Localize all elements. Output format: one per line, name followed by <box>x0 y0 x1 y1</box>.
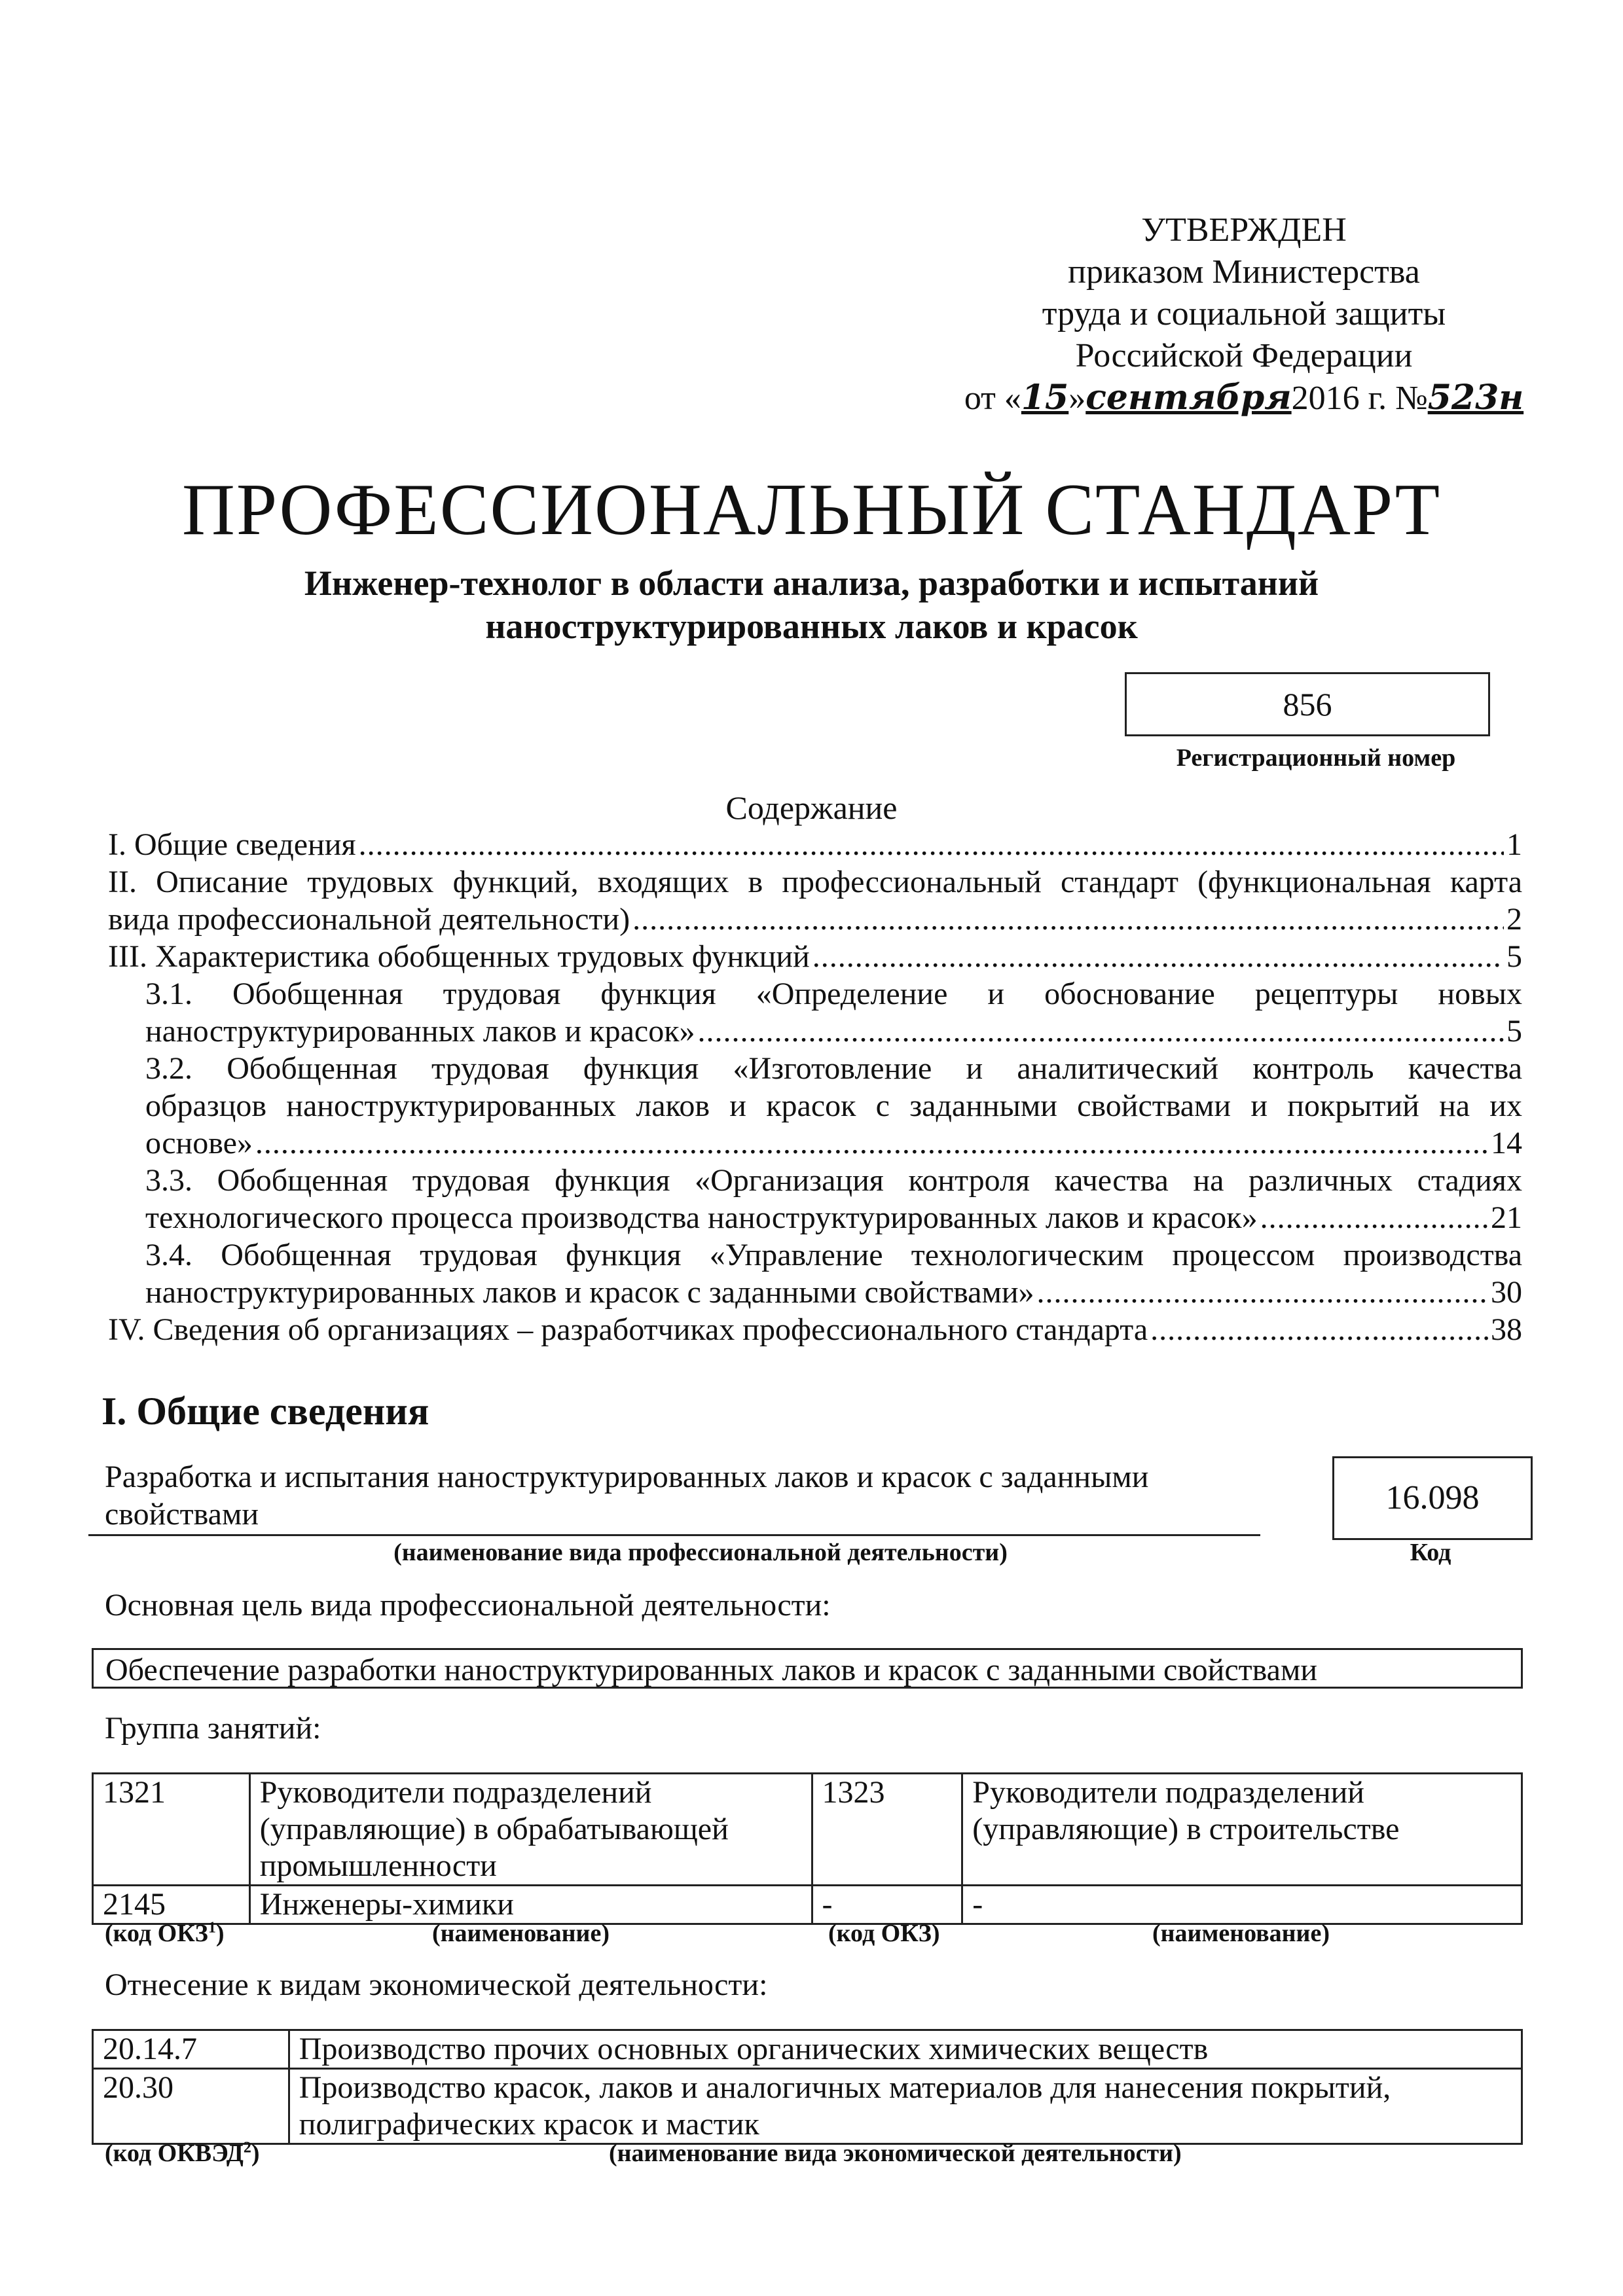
goal-label: Основная цель вида профессиональной деятельности: <box>105 1588 831 1623</box>
toc-entry[interactable] <box>108 1162 1522 1236</box>
occupation-code-caption <box>105 1919 225 1948</box>
okved-name-caption: (наименование вида экономической деятельности) <box>609 2140 1182 2167</box>
activity-caption: (наименование вида профессиональной деятельности) <box>393 1539 1008 1566</box>
approval-date <box>949 377 1539 420</box>
toc-entry-page: 5 <box>1506 1014 1522 1049</box>
approval-block <box>949 209 1539 420</box>
toc-entry-text-cont: технологического процесса производства наноструктурированных лаков и красок» <box>145 1200 1258 1235</box>
caption-text: (код ОКЗ <box>105 1920 208 1947</box>
toc-entry-page: 1 <box>1506 827 1522 862</box>
toc-entry[interactable] <box>108 1311 1522 1348</box>
toc-entry-text-cont: наноструктурированных лаков и красок с заданными свойствами» <box>145 1275 1034 1310</box>
toc-entry-text: II. Описание трудовых функций, входящих в профессиональный стандарт (функциональная карта <box>108 865 1522 899</box>
caption-text: ) <box>251 2140 260 2167</box>
toc-entry-text: 3.2. Обобщенная трудовая функция «Изготовление и аналитический контроль качества <box>145 1051 1522 1086</box>
toc-entry-text: 3.3. Обобщенная трудовая функция «Организация контроля качества на различных стадиях <box>145 1163 1522 1198</box>
footnote-mark[interactable]: 1 <box>208 1919 216 1937</box>
date-mid: » <box>1068 380 1086 417</box>
approval-line: труда и социальной защиты <box>1042 295 1446 332</box>
date-prefix: от « <box>964 380 1021 417</box>
toc-leader <box>1150 1311 1488 1348</box>
toc-leader <box>359 826 1504 863</box>
economic-activity-table <box>92 2029 1523 2145</box>
toc-leader <box>1037 1274 1488 1311</box>
okved-name: Производство прочих основных органических химических веществ <box>289 2030 1522 2069</box>
caption-text: ) <box>215 1920 225 1947</box>
okved-code: 20.30 <box>93 2069 289 2144</box>
occupation-name: Руководители подразделений (управляющие) в обрабатывающей промышленности <box>249 1774 812 1886</box>
subtitle-line: Инженер-технолог в области анализа, разработки и испытаний <box>304 564 1319 603</box>
order-number: 523н <box>1427 378 1524 418</box>
toc-leader <box>1260 1199 1488 1236</box>
registration-number-label: Регистрационный номер <box>1176 744 1456 772</box>
toc-entry-text-cont: образцов наноструктурированных лаков и красок с заданными свойствами и покрытий на их <box>145 1088 1522 1123</box>
toc-entry-text: I. Общие сведения <box>108 827 356 862</box>
table-row <box>93 2069 1522 2144</box>
economic-activity-label: Отнесение к видам экономической деятельности: <box>105 1967 768 2002</box>
occupation-name: - <box>962 1886 1522 1924</box>
approval-line: Российской Федерации <box>1075 337 1413 374</box>
document-subtitle <box>131 562 1492 648</box>
activity-code-box: 16.098 <box>1332 1456 1533 1540</box>
caption-text: (код ОКВЭД <box>105 2140 244 2167</box>
occupation-name-caption: (наименование) <box>432 1920 610 1947</box>
occupation-code: - <box>812 1886 962 1924</box>
occupation-name: Инженеры-химики <box>249 1886 812 1924</box>
date-day: 15 <box>1021 378 1069 418</box>
date-month: сентября <box>1085 378 1292 418</box>
date-year: 2016 г. № <box>1291 380 1428 417</box>
toc-entry-text-cont: основе» <box>145 1126 253 1160</box>
occupation-table <box>92 1772 1523 1925</box>
toc-entry[interactable] <box>108 1236 1522 1311</box>
toc-entry-text: 3.1. Обобщенная трудовая функция «Определение и обоснование рецептуры новых <box>145 977 1522 1011</box>
toc-entry[interactable] <box>108 863 1522 938</box>
approval-line: приказом Министерства <box>1068 253 1420 291</box>
activity-name <box>105 1458 1244 1533</box>
toc-leader <box>812 938 1504 975</box>
toc-entry-page: 21 <box>1491 1200 1522 1235</box>
table-of-contents <box>108 826 1522 1348</box>
occupation-group-label: Группа занятий: <box>105 1711 321 1746</box>
toc-entry-page: 2 <box>1506 902 1522 937</box>
okved-code: 20.14.7 <box>93 2030 289 2069</box>
occupation-code-caption: (код ОКЗ) <box>828 1920 940 1947</box>
occupation-code: 1321 <box>93 1774 250 1886</box>
toc-entry-text-cont: наноструктурированных лаков и красок» <box>145 1014 695 1049</box>
goal-box: Обеспечение разработки наноструктурированных лаков и красок с заданными свойствами <box>92 1648 1523 1689</box>
footnote-mark[interactable]: 2 <box>243 2139 251 2157</box>
toc-entry[interactable] <box>108 826 1522 863</box>
subtitle-line: наноструктурированных лаков и красок <box>485 607 1138 646</box>
occupation-name: Руководители подразделений (управляющие) в строительстве <box>962 1774 1522 1886</box>
toc-entry-page: 14 <box>1491 1126 1522 1160</box>
toc-entry[interactable] <box>108 1050 1522 1162</box>
okved-code-caption <box>105 2139 260 2168</box>
toc-entry-text: III. Характеристика обобщенных трудовых функций <box>108 939 810 974</box>
activity-code-caption: Код <box>1410 1539 1451 1566</box>
table-row <box>93 2030 1522 2069</box>
toc-entry-page: 30 <box>1491 1275 1522 1310</box>
occupation-code: 2145 <box>93 1886 250 1924</box>
toc-entry-text-cont: вида профессиональной деятельности) <box>108 902 630 937</box>
toc-entry[interactable] <box>108 975 1522 1050</box>
toc-leader <box>698 1013 1504 1050</box>
approval-heading: УТВЕРЖДЕН <box>1141 211 1347 249</box>
toc-entry-text: IV. Сведения об организациях – разработчиках профессионального стандарта <box>108 1312 1148 1347</box>
activity-name-line: свойствами <box>105 1497 259 1532</box>
toc-entry-page: 38 <box>1491 1312 1522 1347</box>
occupation-code: 1323 <box>812 1774 962 1886</box>
document-title: ПРОФЕССИОНАЛЬНЫЙ СТАНДАРТ <box>182 469 1441 550</box>
occupation-name-caption: (наименование) <box>1152 1920 1330 1947</box>
table-row <box>93 1886 1522 1924</box>
toc-title: Содержание <box>725 789 898 826</box>
registration-number-box: 856 <box>1125 672 1490 736</box>
table-row <box>93 1774 1522 1886</box>
okved-name: Производство красок, лаков и аналогичных материалов для нанесения покрытий, полиграфических красок и мастик <box>289 2069 1522 2144</box>
toc-entry[interactable] <box>108 938 1522 975</box>
section-heading: I. Общие сведения <box>101 1390 429 1433</box>
activity-underline <box>88 1534 1260 1536</box>
toc-leader <box>632 901 1504 938</box>
toc-leader <box>255 1124 1488 1162</box>
activity-name-line: Разработка и испытания наноструктурированных лаков и красок с заданными <box>105 1460 1149 1494</box>
toc-entry-page: 5 <box>1506 939 1522 974</box>
toc-entry-text: 3.4. Обобщенная трудовая функция «Управление технологическим процессом производства <box>145 1238 1522 1272</box>
